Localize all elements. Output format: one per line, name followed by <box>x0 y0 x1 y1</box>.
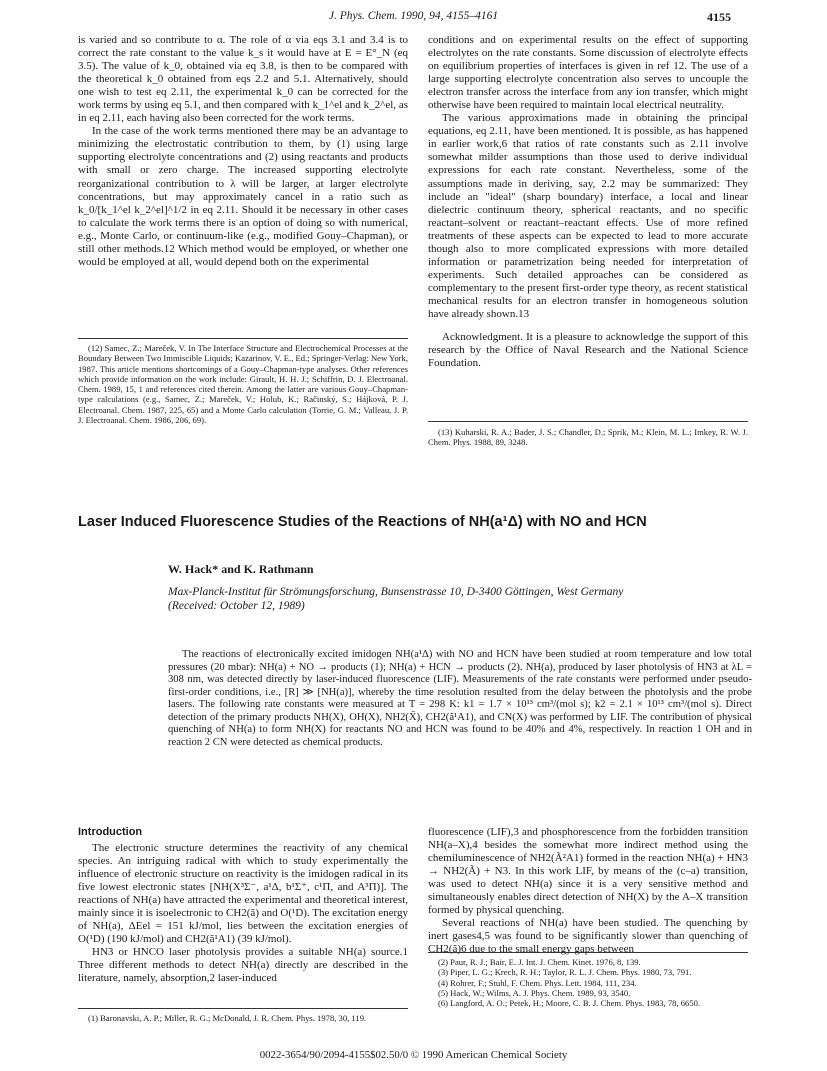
journal-citation: J. Phys. Chem. 1990, 94, 4155–4161 <box>328 10 499 22</box>
intro-right-column <box>428 826 748 956</box>
footnotes-2-6 <box>428 957 748 1008</box>
footnote-1 <box>78 1013 408 1023</box>
paragraph: Several reactions of NH(a) have been studied. The quenching by inert gases4,5 was found to be significantly slower than quenching of CH2(ã)6 due to the small energy gaps between <box>428 917 748 956</box>
section-heading: Introduction <box>78 826 143 838</box>
footnote-divider <box>78 1008 408 1009</box>
running-header <box>0 6 827 26</box>
footnote-13 <box>428 427 748 448</box>
footnote-divider <box>428 421 748 422</box>
footnote-text: (1) Baronavski, A. P.; Miller, R. G.; McDonald, J. R. Chem. Phys. 1978, 30, 119. <box>88 1013 367 1023</box>
footnote-text: (2) Paur, R. J.; Bair, E. J. Int. J. Chem. Kinet. 1976, 8, 139. <box>438 957 641 967</box>
abstract <box>168 649 752 749</box>
paragraph: is varied and so contribute to α. The role of α via eqs 3.1 and 3.4 is to correct the rate constant to the value k_s it would have at E = E°_N (eq 3.5). The value of k_0, obtained via eq 3.8, is then to be compared with the theoretical k_0 obtained from eqs 2.2 and 5.1. Alternatively, should one wish to test eq 2.11, the experimental k_0 can be corrected for the work terms by using eq 5.1, and then compared with k_1^el and k_2^el, as in eq 2.11, each having also been corrected for the work terms. <box>78 34 408 125</box>
left-column-top <box>78 34 408 269</box>
footnote-text: (6) Langford, A. O.; Petek, H.; Moore, C. B. J. Chem. Phys. 1983, 78, 6650. <box>438 998 701 1009</box>
article-authors: W. Hack* and K. Rathmann <box>168 562 314 576</box>
acknowledgment: Acknowledgment. It is a pleasure to acknowledge the support of this research by the Office of Naval Research and the National Science Foundation. <box>428 331 748 370</box>
footnote-divider <box>428 952 748 953</box>
abstract-text: The reactions of electronically excited imidogen NH(a¹Δ) with NO and HCN have been studied at room temperature and low total pressures (20 mbar): NH(a) + NO → products (1); NH(a) + HCN → products (2). NH(a), produced by laser photolysis of HN3 at λL = 308 nm, was detected directly by laser-induced fluorescence (LIF). Measurements of the rate constants were performed under pseudo-first-order conditions, i.e., [R] ≫ [NH(a)], whereby the time resolution resulted from the delay between the photolysis and the probe lasers. The following rate constants were measured at T = 298 K: k1 = 1.7 × 10¹³ cm³/(mol s); k2 = 2.1 × 10¹³ cm³/(mol s). Direct detection of the primary products NH(X), OH(X), NH2(X̃), CH2(ã¹A1), and CN(X) was performed by LIF. The contribution of physical quenching of NH(a) to form NH(X) for reactants NO and HCN was found to be 40% and 4%, respectively. In reaction 1 OH and in reaction 2 CN were detected as chemical products. <box>168 649 752 748</box>
footnote-12 <box>78 343 408 425</box>
right-column-top <box>428 34 748 370</box>
intro-left-column <box>78 842 408 986</box>
footnote-text: (4) Rohrer, F.; Stuhl, F. Chem. Phys. Lett. 1984, 111, 234. <box>438 977 637 988</box>
footnote-divider <box>78 338 408 339</box>
copyright-footer: 0022-3654/90/2094-4155$02.50/0 © 1990 American Chemical Society <box>259 1049 568 1061</box>
paragraph: conditions and on experimental results on the effect of supporting electrolytes on the rate constants. Some discussion of electrolyte effects on equilibrium properties of interfaces is given in ref 12. The use of a large supporting electrolyte concentration also serves to uncouple the electron transfer across the interface from any ion transfer, which might otherwise have been required to maintain local electrical neutrality. <box>428 34 748 112</box>
article-title: Laser Induced Fluorescence Studies of the Reactions of NH(a¹Δ) with NO and HCN <box>78 514 647 530</box>
page-number: 4155 <box>707 10 731 24</box>
paragraph: The electronic structure determines the reactivity of any chemical species. An intriguing radical with which to study experimentally the influence of electronic structure on reactivity is the imidogen radical in its five lowest electronic states [NH(X³Σ⁻, a¹Δ, b¹Σ⁺, c¹Π, and A³Π)]. The reactions of NH(a) have attracted the experimental and theoretical interest, mainly since it is isoelectronic to CH2(ã) and O(¹D). The excitation energy of NH(a), ΔEel = 151 kJ/mol, lies between the excitation energies of O(¹D) (190 kJ/mol) and CH2(ã¹A1) (39 kJ/mol). <box>78 842 408 946</box>
affiliation-text: Max-Planck-Institut für Strömungsforschung, Bunsenstrasse 10, D-3400 Göttingen, West Germany <box>168 586 624 598</box>
footnote-text: (13) Kuharski, R. A.; Bader, J. S.; Chandler, D.; Sprik, M.; Klein, M. L.; Imkey, R. W. J. Chem. Phys. 1988, 89, 3248. <box>428 427 748 448</box>
paragraph: fluorescence (LIF),3 and phosphorescence from the forbidden transition NH(a–X),4 besides the somewhat more indirect method using the chemiluminescence of NH2(Ã²A1) formed in the reaction NH(a) + HN3 → NH2(Ã) + N3. In this work LIF, by means of the (c–a) transition, was used to detect NH(a) since it is a very sensitive method and simultaneously enables direct detection of NH(X) by the A–X transition formed by physical quenching. <box>428 826 748 917</box>
footnote-text: (3) Piper, L. G.; Krech, R. H.; Taylor, R. L. J. Chem. Phys. 1980, 73, 791. <box>438 967 692 978</box>
paragraph: The various approximations made in obtaining the principal equations, eq 2.11, have been mentioned. It is possible, as has happened in earlier work,6 that ratios of rate constants such as 2.11 involve somewhat milder assumptions than those used to derive individual expressions for each rate constant. Nevertheless, some of the assumptions made in deriving, say, 2.2 may be summarized: They include an "ideal" (sharp boundary) interface, a local and linear dielectric continuum theory, spherical reactants, and no specific reactant–solvent or reactant–reactant effects. Use of more refined treatments of these aspects can be expected to lead to more accurate though also to more complicated expressions with more detailed information or parametrization being needed for interpretation of experiments. Such detailed approaches can be considered as complementary to the present first-order type theory, as recent statistical mechanical results for an electron transfer in homogeneous solution have already shown.13 <box>428 112 748 320</box>
received-date: (Received: October 12, 1989) <box>168 600 305 612</box>
footnote-text: (5) Hack, W.; Wilms, A. J. Phys. Chem. 1989, 93, 3540. <box>438 987 631 998</box>
paragraph: HN3 or HNCO laser photolysis provides a suitable NH(a) source.1 Three different methods to detect NH(a) directly are described in the literature, namely, absorption,2 laser-induced <box>78 946 408 985</box>
paragraph: In the case of the work terms mentioned there may be an advantage to minimizing the electrostatic contribution to them, by (1) using large supporting electrolyte concentrations and (2) using reactants and products with small or zero charge. The increased supporting electrolyte reorganizational contribution to λ will be larger, at larger electrolyte concentrations, but may approximately cancel in a ratio such as k_0/[k_1^el k_2^el]^1/2 in eq 2.11. Should it be necessary in other cases to calculate the work terms there is an option of doing so with numerical, e.g., Monte Carlo, or continuum-like (e.g., modified Gouy–Chapman), or still other methods.12 Which method would be employed, or whether one would be employed at all, would depend both on the experimental <box>78 125 408 268</box>
affiliation <box>168 585 758 613</box>
footnote-text: (12) Samec, Z.; Mareček, V. In The Interface Structure and Electrochemical Processes at the Boundary Between Two Immiscible Liquids; Kazarinov, V. E., Ed.; Springer-Verlag: New York, 1987. This article mentions shortcomings of a Gouy–Chapman-type analyses. Other references which provide information on the work include: Girault, H. H. J.; Schiffrin, D. J. Electroanal. Chem. 1989, 15, 1 and references cited therein. Among the latter are various Gouy–Chapman-type calculations (e.g., Samec, Z.; Mareček, V.; Holub, K.; Račinský, S.; Hájková, P. J. Electroanal. Chem. 1987, 225, 65) and a Monte Carlo calculation (Torrie, G. M.; Valleau, J. P. J. Electroanal. Chem. 1986, 206, 69). <box>78 343 408 426</box>
